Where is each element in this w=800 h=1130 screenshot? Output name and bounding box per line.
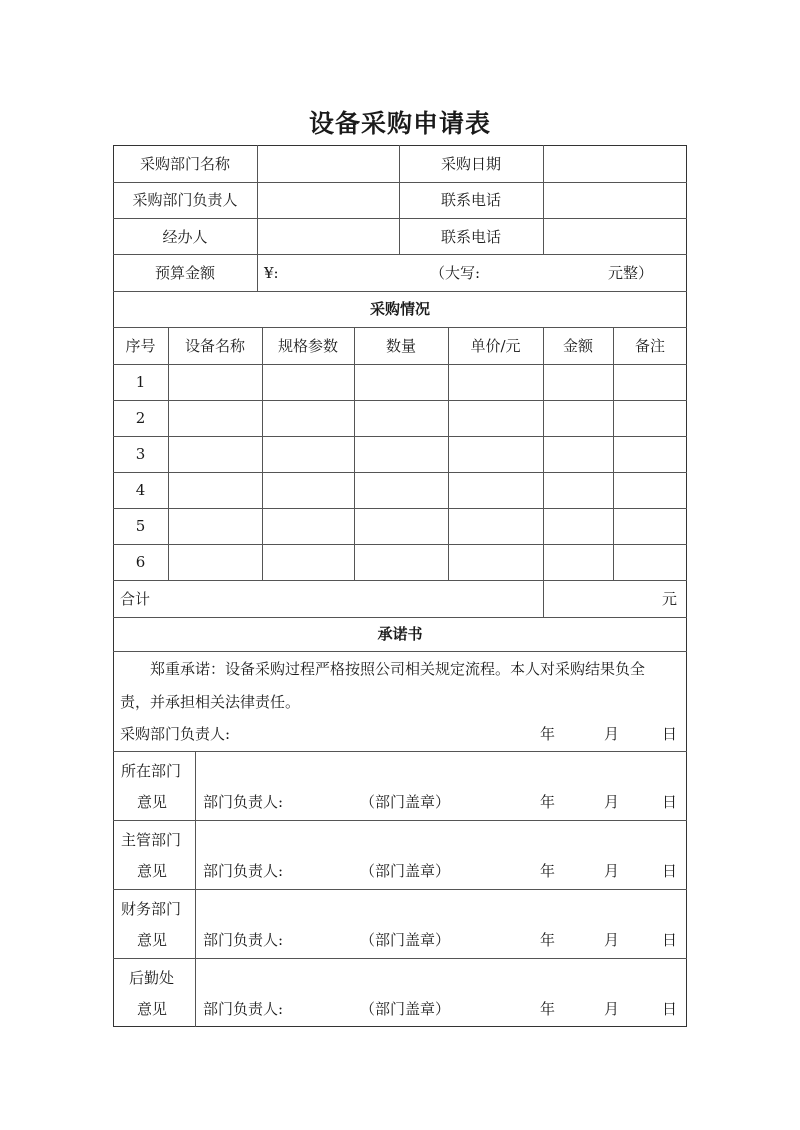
opinion-dept-label: 财务部门 — [121, 900, 182, 918]
total-label: 合计 — [120, 590, 151, 608]
row-number: 1 — [135, 373, 146, 391]
pledge-text: 郑重承诺：设备采购过程严格按照公司相关规定流程。本人对采购结果负全 — [150, 660, 646, 678]
date-month: 月 — [604, 862, 620, 880]
row-divider — [113, 291, 687, 292]
row-number: 4 — [135, 481, 146, 499]
column-header: 规格参数 — [277, 337, 338, 355]
row-divider — [113, 508, 687, 509]
column-header: 单价/元 — [470, 337, 521, 355]
date-year: 年 — [540, 793, 556, 811]
row-divider — [113, 400, 687, 401]
budget-yen-prefix: ¥: — [264, 264, 279, 282]
dept-name-label: 采购部门名称 — [139, 155, 230, 173]
column-header: 设备名称 — [184, 337, 245, 355]
opinion-seal: （部门盖章） — [360, 793, 451, 811]
col-divider — [613, 327, 614, 580]
purchase-section-title: 采购情况 — [369, 300, 430, 318]
date-day: 日 — [662, 725, 678, 743]
date-month: 月 — [604, 1000, 620, 1018]
col-divider — [448, 327, 449, 580]
date-year: 年 — [540, 1000, 556, 1018]
opinion-head-label: 部门负责人: — [203, 862, 284, 880]
row-divider — [113, 327, 687, 328]
row-number: 6 — [135, 553, 146, 571]
opinion-dept-label: 意见 — [137, 1000, 168, 1018]
date-month: 月 — [604, 793, 620, 811]
row-divider — [113, 254, 687, 255]
pledge-section-title: 承诺书 — [377, 625, 423, 643]
row-divider — [113, 218, 687, 219]
column-header: 数量 — [385, 337, 416, 355]
row-divider — [113, 751, 687, 752]
col-divider — [257, 145, 258, 291]
row-divider — [113, 958, 687, 959]
budget-capital-prefix: （大写: — [430, 264, 481, 282]
row-divider — [113, 580, 687, 581]
row-divider — [113, 544, 687, 545]
opinion-head-label: 部门负责人: — [203, 793, 284, 811]
row-divider — [113, 364, 687, 365]
row-number: 3 — [135, 445, 146, 463]
col-divider — [168, 327, 169, 580]
phone-label: 联系电话 — [440, 228, 501, 246]
col-divider — [543, 327, 544, 617]
opinion-dept-label: 主管部门 — [121, 831, 182, 849]
date-day: 日 — [662, 931, 678, 949]
date-month: 月 — [604, 931, 620, 949]
col-divider — [195, 751, 196, 1027]
opinion-dept-label: 意见 — [137, 793, 168, 811]
opinion-dept-label: 后勤处 — [129, 969, 175, 987]
budget-label: 预算金额 — [154, 264, 215, 282]
col-divider — [543, 145, 544, 254]
row-divider — [113, 889, 687, 890]
opinion-head-label: 部门负责人: — [203, 931, 284, 949]
row-number: 5 — [135, 517, 146, 535]
date-label: 采购日期 — [440, 155, 501, 173]
opinion-dept-label: 意见 — [137, 931, 168, 949]
date-year: 年 — [540, 931, 556, 949]
column-header: 金额 — [562, 337, 593, 355]
date-day: 日 — [662, 1000, 678, 1018]
column-header: 序号 — [125, 337, 156, 355]
opinion-head-label: 部门负责人: — [203, 1000, 284, 1018]
date-day: 日 — [662, 793, 678, 811]
opinion-seal: （部门盖章） — [360, 1000, 451, 1018]
row-divider — [113, 617, 687, 618]
pledge-signer-label: 采购部门负责人: — [120, 725, 231, 743]
pledge-text: 责，并承担相关法律责任。 — [120, 693, 301, 711]
opinion-dept-label: 所在部门 — [121, 762, 182, 780]
budget-capital-suffix: 元整） — [608, 264, 654, 282]
date-day: 日 — [662, 862, 678, 880]
opinion-seal: （部门盖章） — [360, 931, 451, 949]
handler-label: 经办人 — [162, 228, 208, 246]
phone-label: 联系电话 — [440, 191, 501, 209]
dept-head-label: 采购部门负责人 — [132, 191, 238, 209]
page-title: 设备采购申请表 — [308, 109, 491, 138]
row-number: 2 — [135, 409, 146, 427]
row-divider — [113, 436, 687, 437]
opinion-dept-label: 意见 — [137, 862, 168, 880]
total-unit: 元 — [662, 590, 678, 608]
col-divider — [354, 327, 355, 580]
row-divider — [113, 182, 687, 183]
column-header: 备注 — [634, 337, 665, 355]
date-month: 月 — [604, 725, 620, 743]
col-divider — [262, 327, 263, 580]
opinion-seal: （部门盖章） — [360, 862, 451, 880]
row-divider — [113, 472, 687, 473]
row-divider — [113, 820, 687, 821]
date-year: 年 — [540, 725, 556, 743]
row-divider — [113, 651, 687, 652]
date-year: 年 — [540, 862, 556, 880]
